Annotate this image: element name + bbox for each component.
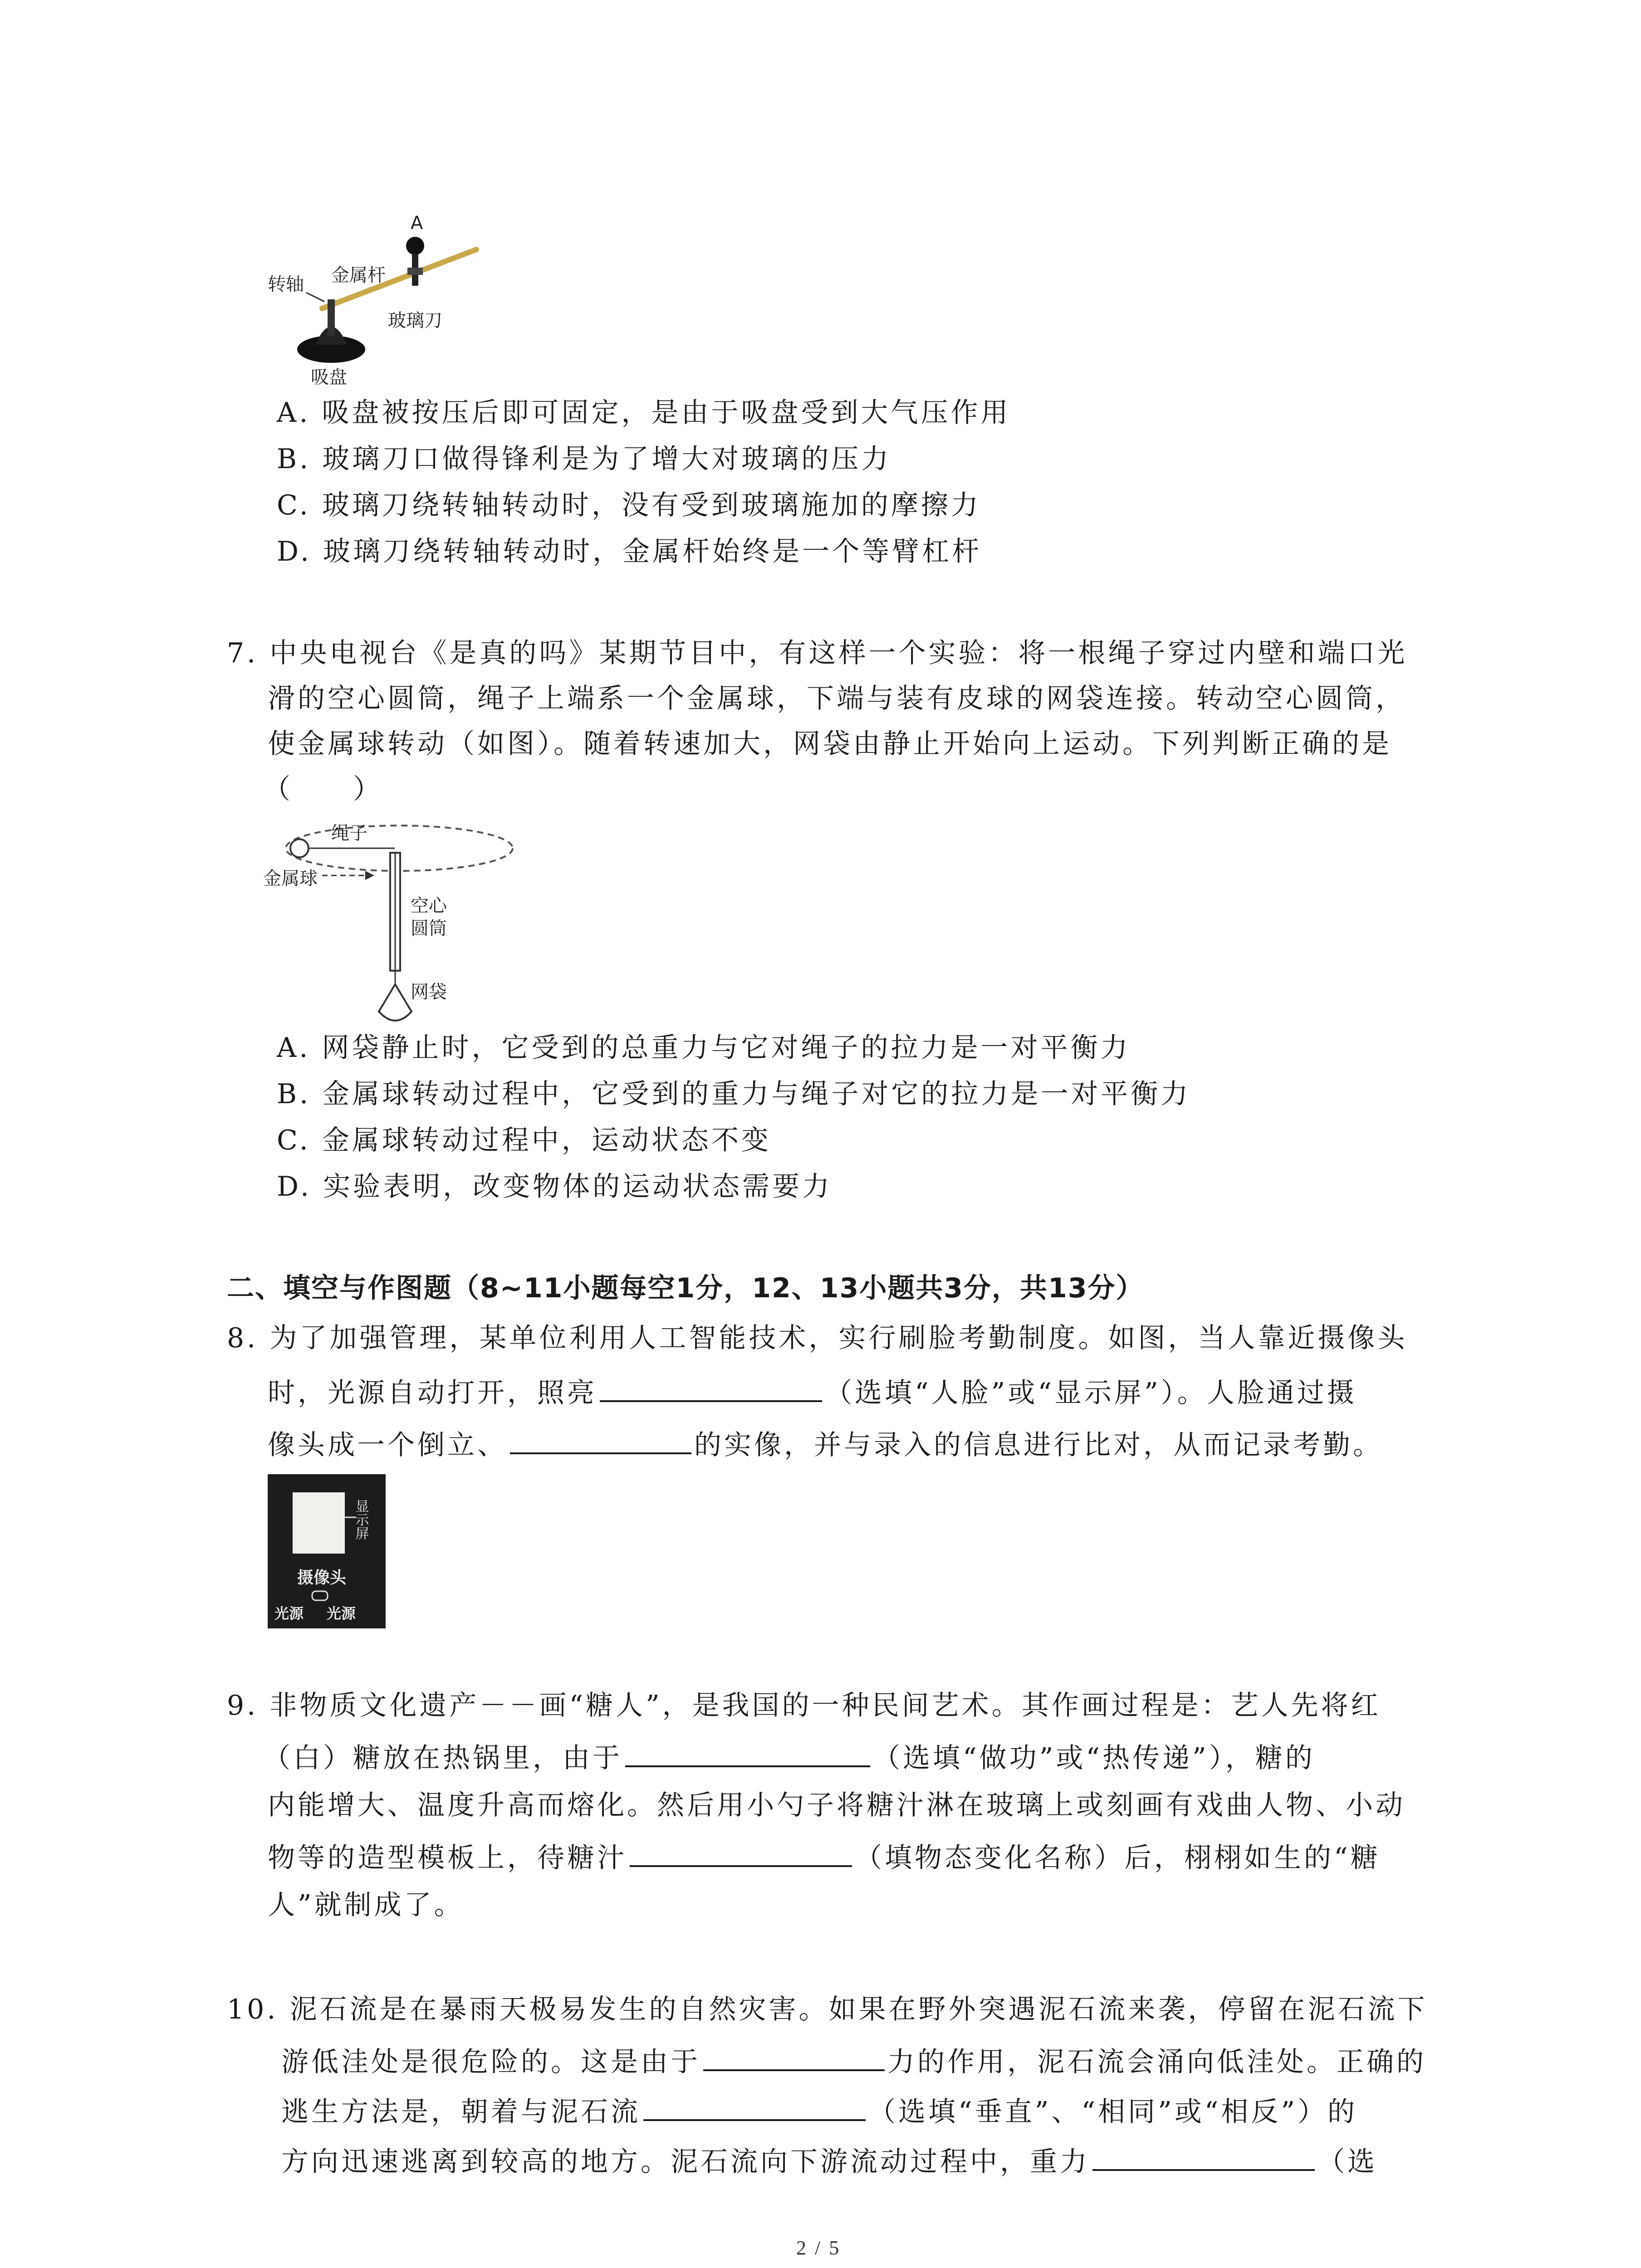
q10-line-4-text-b: （选 xyxy=(1318,2146,1377,2178)
q9-line-3: 内能增大、温度升高而熔化。然后用小勺子将糖汁淋在玻璃上或刻画有戏曲人物、小动 xyxy=(268,1789,1406,1821)
q9-blank-1[interactable] xyxy=(625,1737,870,1767)
q10-blank-2[interactable] xyxy=(643,2091,866,2121)
q10-line-3-text-b: （选填“垂直”、“相同”或“相反”）的 xyxy=(868,2096,1358,2128)
q10-line-1: 10. 泥石流是在暴雨天极易发生的自然灾害。如果在野外突遇泥石流来袭，停留在泥石流下 xyxy=(227,1994,1428,2025)
q10-line-2-text-b: 力的作用，泥石流会涌向低洼处。正确的 xyxy=(887,2046,1426,2078)
q9-line-2 xyxy=(263,1737,1315,1776)
q6-option-d: D. 玻璃刀绕转轴转动时，金属杆始终是一个等臂杠杆 xyxy=(277,536,982,567)
figure-label-tube-1: 空心 xyxy=(411,895,447,916)
q9-line-1: 9. 非物质文化遗产－－画“糖人”，是我国的一种民间艺术。其作画过程是：艺人先将红 xyxy=(227,1690,1381,1721)
q7-option-b: B. 金属球转动过程中，它受到的重力与绳子对它的拉力是一对平衡力 xyxy=(277,1078,1191,1110)
q8-line-3-text-b: 的实像，并与录入的信息进行比对，从而记录考勤。 xyxy=(694,1429,1383,1461)
q8-line-3-text-a: 像头成一个倒立、 xyxy=(268,1429,507,1461)
q7-stem-line-3: 使金属球转动（如图）。随着转速加大，网袋由静止开始向上运动。下列判断正确的是 xyxy=(268,728,1392,760)
figure-label-tube-2: 圆筒 xyxy=(411,918,447,939)
q8-line-2-text-b: （选填“人脸”或“显示屏”）。人脸通过摄 xyxy=(825,1377,1357,1409)
q9-line-2-text-a: （白）糖放在热锅里，由于 xyxy=(263,1742,622,1774)
spinning-tube-figure xyxy=(263,821,517,1034)
q6-option-c: C. 玻璃刀绕转轴转动时，没有受到玻璃施加的摩擦力 xyxy=(277,489,981,521)
figure-label-axis: 转轴 xyxy=(268,274,304,295)
q10-line-2-text-a: 游低洼处是很危险的。这是由于 xyxy=(281,2046,700,2078)
figure-label-knife: 玻璃刀 xyxy=(388,310,442,331)
figure-label-light-2: 光源 xyxy=(327,1605,356,1622)
figure-label-rope: 绳子 xyxy=(331,823,367,844)
q9-line-4-text-a: 物等的造型模板上，待糖汁 xyxy=(268,1842,627,1874)
figure-label-ball: 金属球 xyxy=(263,868,318,889)
q10-blank-3[interactable] xyxy=(1092,2141,1315,2171)
q7-answer-bracket: （ ） xyxy=(263,773,383,805)
q9-line-5: 人”就制成了。 xyxy=(268,1889,464,1921)
q8-line-2-text-a: 时，光源自动打开，照亮 xyxy=(268,1377,597,1409)
q6-option-a: A. 吸盘被按压后即可固定，是由于吸盘受到大气压作用 xyxy=(277,397,1011,429)
q10-line-4 xyxy=(281,2141,1377,2180)
figure-label-camera: 摄像头 xyxy=(297,1569,347,1587)
q9-line-4 xyxy=(268,1837,1381,1876)
figure-label-screen: 显示屏 xyxy=(353,1499,369,1540)
q7-stem-line-2: 滑的空心圆筒，绳子上端系一个金属球，下端与装有皮球的网袋连接。转动空心圆筒， xyxy=(268,683,1406,714)
q6-option-b: B. 玻璃刀口做得锋利是为了增大对玻璃的压力 xyxy=(277,443,892,475)
q8-blank-2[interactable] xyxy=(510,1424,691,1454)
section-2-heading: 二、填空与作图题（8~11小题每空1分，12、13小题共3分，共13分） xyxy=(227,1272,1144,1304)
figure-label-a: A xyxy=(411,213,423,234)
q9-line-2-text-b: （选填“做功”或“热传递”），糖的 xyxy=(873,1742,1315,1774)
q9-blank-2[interactable] xyxy=(630,1837,852,1867)
page-number: 2 / 5 xyxy=(796,2237,841,2259)
q7-option-d: D. 实验表明，改变物体的运动状态需要力 xyxy=(277,1171,833,1202)
figure-label-sucker: 吸盘 xyxy=(311,367,347,388)
q7-stem-line-1: 7. 中央电视台《是真的吗》某期节目中，有这样一个实验：将一根绳子穿过内壁和端口光 xyxy=(227,637,1408,669)
q10-blank-1[interactable] xyxy=(703,2041,885,2071)
q10-line-3 xyxy=(281,2091,1357,2130)
figure-label-rod: 金属杆 xyxy=(331,265,386,286)
q10-line-3-text-a: 逃生方法是，朝着与泥石流 xyxy=(281,2096,641,2128)
q8-line-1: 8. 为了加强管理，某单位利用人工智能技术，实行刷脸考勤制度。如图，当人靠近摄像头 xyxy=(227,1322,1408,1354)
q8-blank-1[interactable] xyxy=(600,1372,822,1402)
q9-line-4-text-b: （填物态变化名称）后，栩栩如生的“糖 xyxy=(855,1842,1381,1874)
q10-line-2 xyxy=(281,2041,1426,2080)
q8-line-3 xyxy=(268,1424,1383,1463)
q10-line-4-text-a: 方向迅速逃离到较高的地方。泥石流向下游流动过程中，重力 xyxy=(281,2146,1090,2178)
q7-option-c: C. 金属球转动过程中，运动状态不变 xyxy=(277,1124,771,1156)
glass-cutter-figure xyxy=(263,213,499,395)
figure-label-light-1: 光源 xyxy=(274,1605,304,1622)
face-scanner-figure xyxy=(268,1474,386,1628)
q7-option-a: A. 网袋静止时，它受到的总重力与它对绳子的拉力是一对平衡力 xyxy=(277,1032,1131,1064)
q8-line-2 xyxy=(268,1372,1357,1411)
figure-label-bag: 网袋 xyxy=(411,982,447,1002)
